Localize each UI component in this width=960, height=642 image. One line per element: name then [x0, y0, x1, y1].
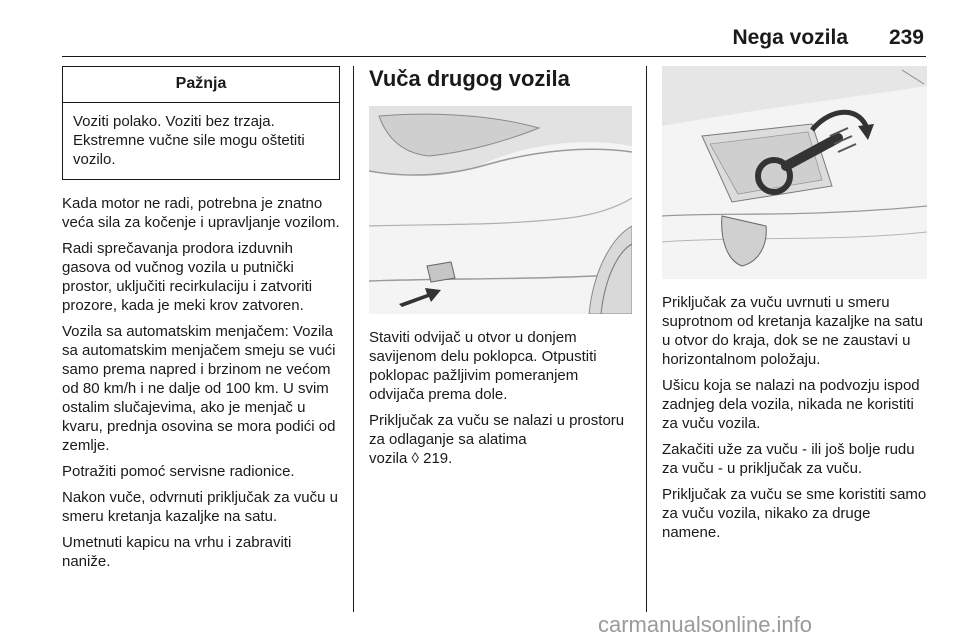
paragraph: Potražiti pomoć servisne radionice. — [62, 463, 295, 480]
paragraph: Zakačiti uže za vuču - ili još bolje rudu za vuču - u priključak za vuču. — [662, 441, 915, 477]
page-header — [62, 24, 926, 57]
watermark: carmanualsonline.info — [598, 612, 813, 637]
paragraph: Kada motor ne radi, potrebna je znatno veća sila za kočenje i upravljanje vozilom. — [62, 195, 340, 231]
caution-text: Voziti polako. Voziti bez trzaja. Ekstremne vučne sile mogu oštetiti vozilo. — [73, 113, 305, 168]
column-divider-1 — [353, 66, 354, 612]
section-title: Vuča drugog vozila — [369, 66, 570, 91]
column-1 — [62, 66, 340, 578]
column-divider-2 — [646, 66, 647, 612]
paragraph: Ušicu koja se nalazi na podvozju ispod zadnjeg dela vozila, nikada ne koristiti za vuču vozila. — [662, 377, 920, 432]
caution-box — [62, 66, 340, 180]
paragraph: Nakon vuče, odvrnuti priključak za vuču u smeru kretanja kazaljke na satu. — [62, 489, 338, 525]
paragraph: Radi sprečavanja prodora izduvnih gasova od vučnog vozila u putnički prostor, uključiti recirkulaciju i zatvoriti prozore, kada je meki krov zatvoren. — [62, 240, 313, 314]
paragraph: Vozila sa automatskim menjačem: Vozila sa automatskim menjačem smeju se vući samo prema napred i brzinom ne većom od 80 km/h i ne dalje od 100 km. U svim ostalim slučajevima, ako je menjač u kvaru, prednja osovina se mora podići od zemlje. — [62, 323, 336, 454]
caution-title: Pažnja — [63, 67, 339, 103]
reference-text: vozila — [369, 450, 408, 467]
column-1-text — [62, 194, 340, 571]
rear-bumper-cover-illustration — [369, 106, 632, 314]
towing-eye-installation-illustration — [662, 66, 927, 279]
page-number: 239 — [888, 26, 924, 49]
paragraph: Priključak za vuču se sme koristiti samo za vuču vozila, nikako za druge namene. — [662, 486, 927, 541]
paragraph-text: Priključak za vuču se nalazi u prostoru za odlaganje sa alatima — [369, 412, 625, 448]
paragraph — [369, 411, 632, 468]
column-2 — [369, 66, 632, 468]
chapter-title: Nega vozila — [732, 26, 848, 49]
column-2-text — [369, 328, 632, 468]
paragraph: Priključak za vuču uvrnuti u smeru suprotnom od kretanja kazaljke na satu u otvor do kraja, dok se ne zaustavi u horizontalnom položaju. — [662, 294, 923, 368]
column-3-text — [662, 293, 927, 542]
paragraph: Staviti odvijač u otvor u donjem savijenom delu poklopca. Otpustiti poklopac pažljivim pomeranjem odvijača prema dole. — [369, 329, 597, 403]
page-reference-icon[interactable]: ◊ — [411, 450, 419, 467]
paragraph: Umetnuti kapicu na vrhu i zabraviti naniže. — [62, 534, 292, 570]
column-3 — [662, 66, 927, 549]
page-reference-link[interactable]: 219. — [423, 450, 453, 467]
